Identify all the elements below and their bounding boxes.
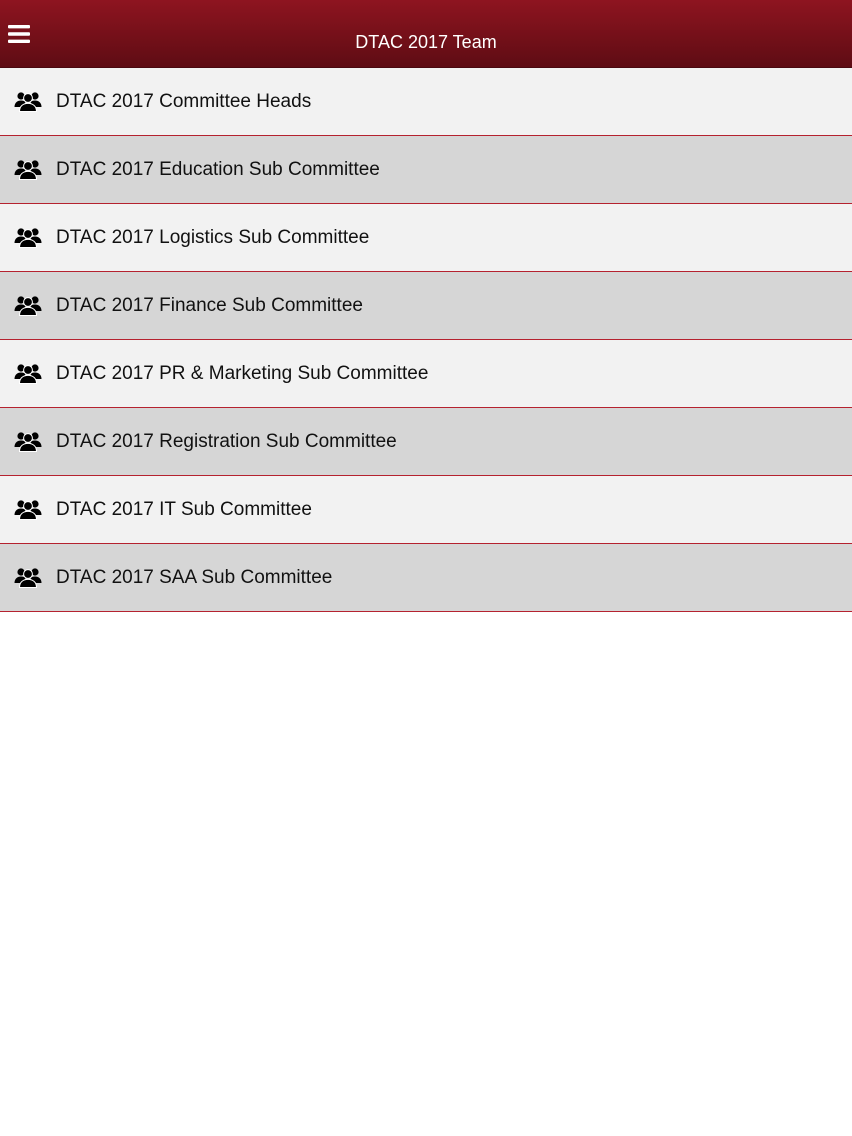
menu-button[interactable] [8,24,36,52]
list-item-3[interactable] [0,204,852,272]
list-item-2[interactable] [0,136,852,204]
list-item-7[interactable] [0,476,852,544]
list-item-label: DTAC 2017 PR & Marketing Sub Committee [56,363,429,384]
list-item-label: DTAC 2017 Logistics Sub Committee [56,227,370,248]
group-icon [14,498,42,522]
group-icon [14,362,42,386]
list-item-label: DTAC 2017 Finance Sub Committee [56,295,363,316]
hamburger-menu-icon [8,24,30,44]
list-item-5[interactable] [0,340,852,408]
committee-list [0,68,852,612]
list-item-1[interactable] [0,68,852,136]
top-navigation-bar [0,0,852,68]
group-icon [14,90,42,114]
list-item-label: DTAC 2017 Education Sub Committee [56,159,380,180]
list-item-4[interactable] [0,272,852,340]
group-icon [14,566,42,590]
group-icon [14,226,42,250]
list-item-6[interactable] [0,408,852,476]
list-item-label: DTAC 2017 Registration Sub Committee [56,431,397,452]
group-icon [14,430,42,454]
list-item-8[interactable] [0,544,852,612]
list-item-label: DTAC 2017 IT Sub Committee [56,499,312,520]
group-icon [14,158,42,182]
page-title: DTAC 2017 Team [355,32,497,52]
list-item-label: DTAC 2017 SAA Sub Committee [56,567,333,588]
group-icon [14,294,42,318]
list-item-label: DTAC 2017 Committee Heads [56,91,312,112]
